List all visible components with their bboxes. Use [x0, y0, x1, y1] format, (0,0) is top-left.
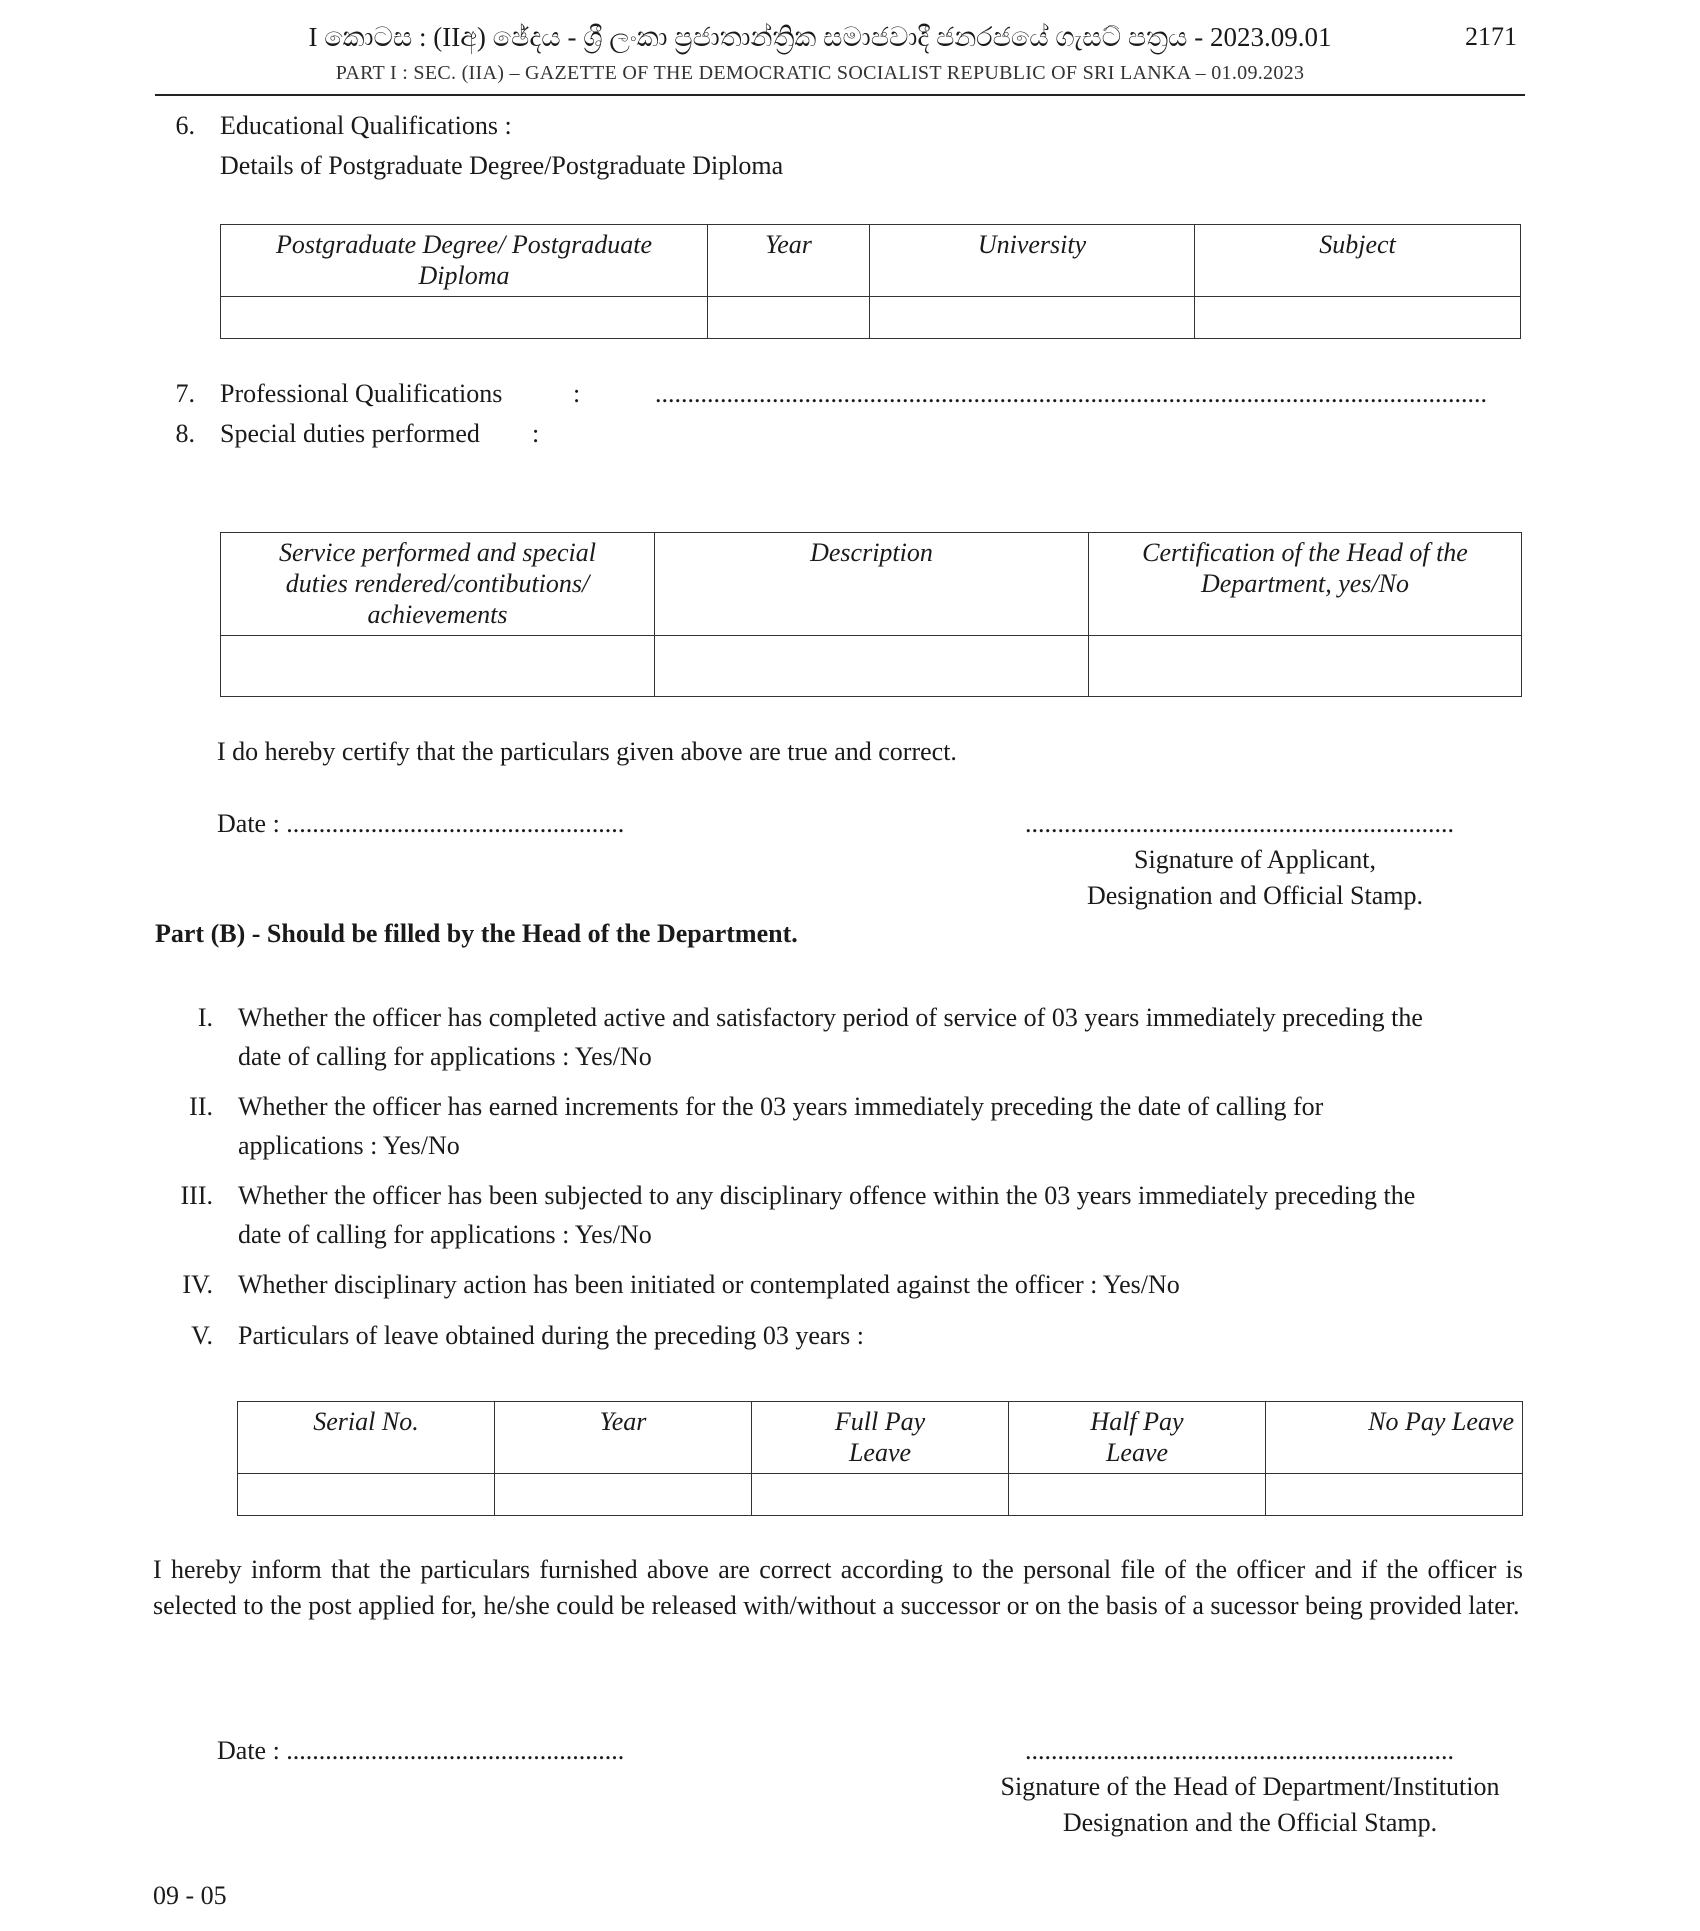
applicant-certify-statement: I do hereby certify that the particulars given above are true and correct.	[217, 737, 957, 766]
head-signature-caption: Signature of the Head of Department/Institution	[1000, 1772, 1500, 1801]
leave-header-no-pay: No Pay Leave	[1266, 1402, 1523, 1474]
section-6-sublabel: Details of Postgraduate Degree/Postgraduate Diploma	[220, 151, 784, 180]
part-b-item-3-line1: Whether the officer has been subjected to any disciplinary offence within the 03 years immediately preceding the	[238, 1181, 1416, 1210]
pg-cell-subject[interactable]	[1195, 297, 1521, 339]
section-7-label: Professional Qualifications	[220, 379, 503, 408]
pg-header-degree: Postgraduate Degree/ Postgraduate Diploma	[221, 225, 708, 297]
pg-cell-university[interactable]	[870, 297, 1195, 339]
part-b-item-2-line1: Whether the officer has earned increments for the 03 years immediately preceding the date of calling for	[238, 1092, 1324, 1121]
part-b-item-1-line1: Whether the officer has completed active and satisfactory period of service of 03 years immediately preceding the	[238, 1003, 1423, 1032]
head-inform-statement: I hereby inform that the particulars furnished above are correct according to the personal file of the officer and if the officer is selected to the post applied for, he/she could be released with/without a successor or on the basis of a sucessor being provided later.	[153, 1555, 1523, 1620]
part-b-item-3-numeral: III.	[180, 1181, 213, 1210]
leave-cell-serial[interactable]	[238, 1474, 495, 1516]
duties-header-certification: Certification of the Head of the Department, yes/No	[1089, 533, 1522, 636]
duties-cell-description[interactable]	[655, 636, 1089, 697]
duties-header-description: Description	[655, 533, 1089, 636]
section-7-colon: :	[573, 379, 581, 408]
duties-cell-certification[interactable]	[1089, 636, 1522, 697]
leave-cell-half-pay[interactable]	[1009, 1474, 1266, 1516]
applicant-signature-field[interactable]: ..................................................................	[1025, 809, 1454, 838]
pg-cell-year[interactable]	[708, 297, 870, 339]
head-signature-field[interactable]: ..................................................................	[1025, 1736, 1454, 1765]
part-b-item-5-line1: Particulars of leave obtained during the preceding 03 years :	[238, 1321, 864, 1350]
special-duties-table	[220, 532, 1522, 697]
leave-cell-no-pay[interactable]	[1266, 1474, 1523, 1516]
section-8-number: 8.	[175, 419, 195, 448]
leave-header-half-pay: Half Pay Leave	[1009, 1402, 1266, 1474]
duties-header-service: Service performed and special duties rendered/contibutions/ achievements	[221, 533, 655, 636]
applicant-designation-caption: Designation and Official Stamp.	[1086, 881, 1423, 910]
pg-header-subject: Subject	[1195, 225, 1521, 297]
part-b-item-4-numeral: IV.	[182, 1270, 213, 1299]
applicant-signature-caption: Signature of Applicant,	[1134, 845, 1376, 874]
leave-header-full-pay: Full Pay Leave	[752, 1402, 1009, 1474]
pg-cell-degree[interactable]	[221, 297, 708, 339]
leave-header-serial: Serial No.	[238, 1402, 495, 1474]
head-date-field[interactable]: Date : ....................................................	[217, 1736, 625, 1765]
part-b-item-4-line1: Whether disciplinary action has been initiated or contemplated against the officer : Yes/No	[238, 1270, 1180, 1299]
leave-table	[237, 1401, 1523, 1516]
part-b-item-1-numeral: I.	[197, 1003, 213, 1032]
professional-qualifications-field[interactable]: ................................................................................................................................	[655, 379, 1487, 408]
duties-cell-service[interactable]	[221, 636, 655, 697]
section-6-number: 6.	[175, 111, 195, 140]
part-b-item-2-line2: applications : Yes/No	[238, 1131, 460, 1160]
part-b-item-5-numeral: V.	[191, 1321, 213, 1350]
leave-cell-year[interactable]	[495, 1474, 752, 1516]
pg-header-year: Year	[708, 225, 870, 297]
part-b-item-1-line2: date of calling for applications : Yes/No	[238, 1042, 652, 1071]
part-b-title: Part (B) - Should be filled by the Head of the Department.	[155, 919, 798, 948]
section-8-label: Special duties performed	[220, 419, 480, 448]
header-rule	[155, 94, 1525, 96]
part-b-item-2-numeral: II.	[189, 1092, 213, 1121]
page-number: 2171	[1465, 22, 1517, 51]
part-b-item-3-line2: date of calling for applications : Yes/No	[238, 1220, 652, 1249]
leave-header-year: Year	[495, 1402, 752, 1474]
section-7-number: 7.	[175, 379, 195, 408]
pg-header-university: University	[870, 225, 1195, 297]
section-6-label: Educational Qualifications :	[220, 111, 512, 140]
section-8-colon: :	[532, 419, 540, 448]
leave-cell-full-pay[interactable]	[752, 1474, 1009, 1516]
postgraduate-table	[220, 224, 1521, 339]
footer-code: 09 - 05	[153, 1881, 227, 1910]
head-designation-caption: Designation and the Official Stamp.	[1062, 1808, 1438, 1837]
gazette-header-english: PART I : SEC. (IIA) – GAZETTE OF THE DEMOCRATIC SOCIALIST REPUBLIC OF SRI LANKA – 01.09.2023	[335, 62, 1305, 84]
applicant-date-field[interactable]: Date : ....................................................	[217, 809, 625, 838]
gazette-header-sinhala: I කොටස : (IIඅ) ඡේදය - ශ්‍රී ලංකා ප්‍රජාතාන්ත්‍රික සමාජවාදී ජනරජයේ ගැසට් පත්‍රය - 2023.09.01	[308, 22, 1332, 52]
